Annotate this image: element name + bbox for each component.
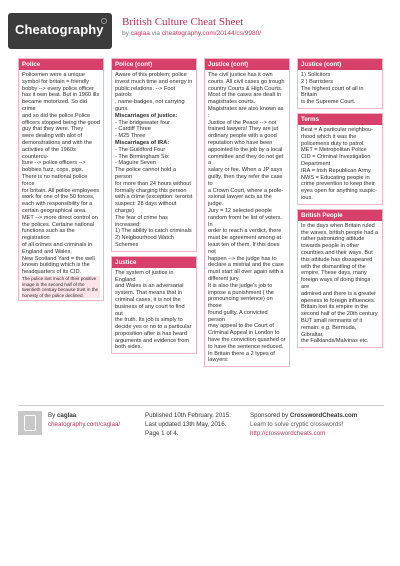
text-line: certain geographical area. [22,207,87,214]
text-line: order to reach a verdict, there [208,228,282,235]
text-line: guilty, then they refer the case to [208,173,283,187]
byline [122,30,261,37]
page-number: Page 1 of 4. [145,430,179,437]
note-line: image in the second half of the [22,281,85,287]
text-line: system. That means that in [115,290,183,297]
text-line: functions such as the registration [22,228,75,242]
sponsor-text: Learn to solve cryptic crosswords! [250,421,344,428]
footer-dates [145,411,231,438]
text-line: least ten of them. If this does not [208,241,280,255]
column-1 [18,58,104,305]
text-line: salary or fee. When a JP says [208,167,283,174]
text-line: It is also the judge's job to [208,282,273,289]
list-item: - M25 Three [115,133,146,140]
text-line: countries and their ways. But [301,249,373,256]
text-line: ious. [301,194,313,201]
text-line: NWS = Educating people in [301,174,370,181]
text-line: happen --> the judge has to [208,255,277,262]
published-date: Published 10th February, 2015. [145,412,231,419]
text-line: remain: e.g. Bermuda, Gibraltar, [301,324,357,338]
text-line: must be agreement among at [208,235,282,242]
section-justice-cont [204,58,290,367]
list-item: - The Guildford Four [115,146,166,153]
text-line: for britain. All police employees [22,187,100,194]
text-line: Most of the cases are dealt in [208,92,282,99]
text-line: MET --> more direct control on [22,214,98,221]
text-line: reputation who have been [208,139,273,146]
text-line: headquarters of its CID. [22,269,82,276]
text-line: lture --> police officers --> [22,160,86,167]
text-line: committee and they do not get a [208,153,284,167]
column-2 [111,58,197,358]
text-line: proposition after is has heard [115,330,188,337]
text-line: , name-badges, not carrying [115,99,185,106]
text-line: The police cannot hold a person [115,167,176,180]
text-line: New Scotland Yard = the well [22,255,95,262]
text-line: the Falklands/Malvinas etc. [301,338,369,345]
text-line: Criminal Appeal in London to [208,330,280,337]
text-line: second half of the 20th century [301,311,378,318]
text-line: decide yes or no to a particular [115,324,192,331]
text-line: guns. [115,105,129,112]
text-line: each with responsibility for a [22,201,93,208]
column-4 [297,58,383,352]
text-line: known building which is the [22,262,90,269]
text-line: trained lawyers! They are jut [208,126,279,133]
text-line: The highest court of all in Britain [301,85,364,99]
note-line: twentieth century because trust in the [22,287,99,293]
text-line: Schemes [115,241,139,248]
text-line: The fear of crime has increased: [115,214,168,228]
text-line: different jury. [208,275,240,282]
text-line: 2 ) Barristers [301,78,334,85]
text-line: appointed to the job by a local [208,146,283,153]
section-heading: British People [298,210,382,221]
section-heading: Terms [298,114,382,125]
text-line: Department [301,160,331,167]
logo-mark-icon [101,18,107,24]
text-line: have the conviction quashed or [208,337,286,344]
footer-by: By [48,412,56,419]
text-line: criminal cases, it is not the [115,296,181,303]
text-line: to have the sentence reduced. [208,343,284,350]
section-body [298,125,382,204]
section-justice-cont-2 [297,58,383,109]
sponsor-name[interactable]: CrosswordCheats.com [289,412,358,419]
text-line: openess to foreign influences. [301,297,376,304]
text-line: lawyers: [208,357,229,364]
text-line: both sides. [115,344,143,351]
page-title: British Culture Cheat Sheet [122,16,244,28]
avatar-icon [24,415,36,431]
text-line: Policemen were a unique [22,72,85,78]
text-line: England and Wales. [22,248,72,255]
text-line: In Britain there a 2 types of [208,350,275,357]
text-line: the polices. Certaine national [22,221,95,228]
section-police-cont [111,58,197,252]
subheading: Miscarriages of justice: [115,112,178,119]
text-line: became motorized. So did crime [22,99,87,112]
note-line: honesty of the police declined. [22,292,84,298]
text-line: The civil justice has it own [208,72,273,78]
updated-date: Last updated 13th May, 2016. [145,421,227,428]
text-line: this attitude has dissapeared [301,256,373,263]
text-line: found guilty. A convicted person [208,309,268,323]
text-line: 2) Neigbourhood Watch [115,235,174,242]
section-body [298,70,382,108]
text-line: Justice of the Peace --> not [208,119,277,126]
section-body [298,221,382,347]
text-line: business of any court to find out [115,303,185,317]
section-body [205,70,289,366]
subheading: Miscarriages of IRA: [115,139,170,146]
text-line: ordinary people with a good [208,133,277,140]
text-line: has it own beat. But in 1960 ills [22,92,100,99]
text-line: suspect: 28 days without [115,201,177,208]
cheatography-logo[interactable] [8,13,112,49]
text-line: courts. All civil cases go trough [208,78,285,85]
note-block [22,276,100,298]
text-line: may appeal to the Court of [208,323,274,330]
text-line: pronouncing sentence) on those [208,296,273,310]
text-line: 1) The ability to catch criminals [115,228,192,235]
text-line: activities of the 1960s countercu- [22,146,76,160]
text-line: rather patronizing attitude [301,236,365,243]
sheet-url-link[interactable]: cheatography.com/20144/cs/9980/ [161,30,262,37]
text-line: arguments and evidence from [115,337,190,344]
text-line: towards people in other [301,243,360,250]
author-link[interactable]: caglaa [130,30,150,37]
page-footer [18,405,384,439]
footer-sponsor [250,411,357,438]
text-line: Beat = A particular neighbou- [301,126,373,133]
column-3 [204,58,290,371]
text-line: the waves, british people had a [301,229,379,236]
text-line: were dealing with alot of [22,133,83,140]
text-line: and Wales is an adversarial [115,283,184,290]
section-police [18,58,104,301]
text-line: with a crime (exception: terorist [115,194,193,201]
footer-author-link[interactable]: cheatography.com/caglaa/ [48,421,121,428]
text-line: IRA = Irish Republican Army [301,167,371,174]
text-line: eyes open for anything suspic- [301,188,377,195]
text-line: policemens duty to patrol. [301,140,365,147]
section-body [112,268,196,354]
section-heading: Police [19,59,103,70]
text-line: must start all over again with a [208,269,284,276]
text-line: for more than 24 hours without [115,180,191,187]
sponsor-prefix: Sponsored by [250,412,289,419]
note-line: The police lost much of their positive [22,275,97,281]
text-line: officers stopped being the good [22,119,100,126]
section-heading: Justice (cont) [298,59,382,70]
text-line: foreign ways of doing things are [301,277,371,290]
text-line: Jury = 12 selected people [208,207,272,214]
text-line: bobbies fuzz, cops, pigs. [22,167,84,174]
text-line: Aware of this problem; police [115,72,187,78]
text-line: ssional lawyer acts as the judge. [208,194,272,208]
list-item: - The bridgewater four [115,119,170,126]
text-line: The system of justice in England [115,269,174,283]
text-line: a Crown Court, where a profe- [208,187,284,194]
section-heading: Justice (cont) [205,59,289,70]
text-line: empire. These days, many [301,270,367,277]
text-line: formally charging this person [115,187,187,194]
text-line: invest much time and energy in [115,78,193,85]
text-line: BUT small remnants of it [301,317,363,324]
text-line: There is no national police force [22,173,88,187]
text-line: rhood which it was the [301,133,357,140]
logo-text: Cheatography [15,22,104,37]
section-heading: Justice [112,257,196,268]
section-body [112,70,196,251]
text-line: work for one of the 50 forces, [22,194,95,201]
text-line: with the dismantling of the [301,263,366,270]
text-line: Magistrates are also known as : [208,105,284,119]
author-avatar[interactable] [18,411,42,435]
footer-author [48,411,120,429]
text-line: magistrates courts. [208,99,256,106]
text-line: 1) Solicitors [301,72,331,78]
section-body [19,70,103,300]
footer-author-name[interactable]: caglaa [56,412,77,419]
text-line: MET = Metropolitan Police [301,147,367,154]
text-line: bobby --> every police officer [22,85,94,92]
list-item: - Maguire Seven [115,160,157,167]
text-line: crime prevention to keep their [301,181,375,188]
byline-by: by [122,30,129,37]
sponsor-link[interactable]: http://crosswordcheats.com [250,430,326,437]
section-justice [111,256,197,355]
section-terms [297,113,383,205]
list-item: - Cardiff Three [115,126,151,133]
text-line: is the Supreme Court. [301,99,356,106]
text-line: symbol for britain = friendly [22,78,89,85]
text-line: In the days when Britain ruled [301,222,375,229]
text-line: guy that they were. They [22,126,84,133]
text-line: the truth. Its job is simply to [115,317,183,324]
text-line: impose a punishment ( the [208,289,274,296]
section-heading: Police (cont) [112,59,196,70]
text-line: demonstrations and with the [22,139,92,146]
content-columns [18,58,384,402]
text-line: and so did the police.Police [22,112,91,119]
text-line: Britain lost its empire in the [301,304,369,311]
section-british-people [297,209,383,348]
text-line: public relations. --> Foot patrols [115,85,176,99]
text-line: country Courts & High Courts. [208,85,283,92]
text-line: declare a mistrial and the case [208,262,284,269]
text-line: charge) [115,207,134,214]
text-line: of all crimes and criminals in [22,241,93,248]
byline-via: via [151,30,160,37]
text-line: admired and there is a greater [301,290,376,297]
list-item: - The Birmingham Six [115,153,169,160]
page-header [6,8,394,56]
text-line: CID = Criminal Investigation [301,154,371,161]
text-line: random fromt he list of voters. In [208,214,282,228]
